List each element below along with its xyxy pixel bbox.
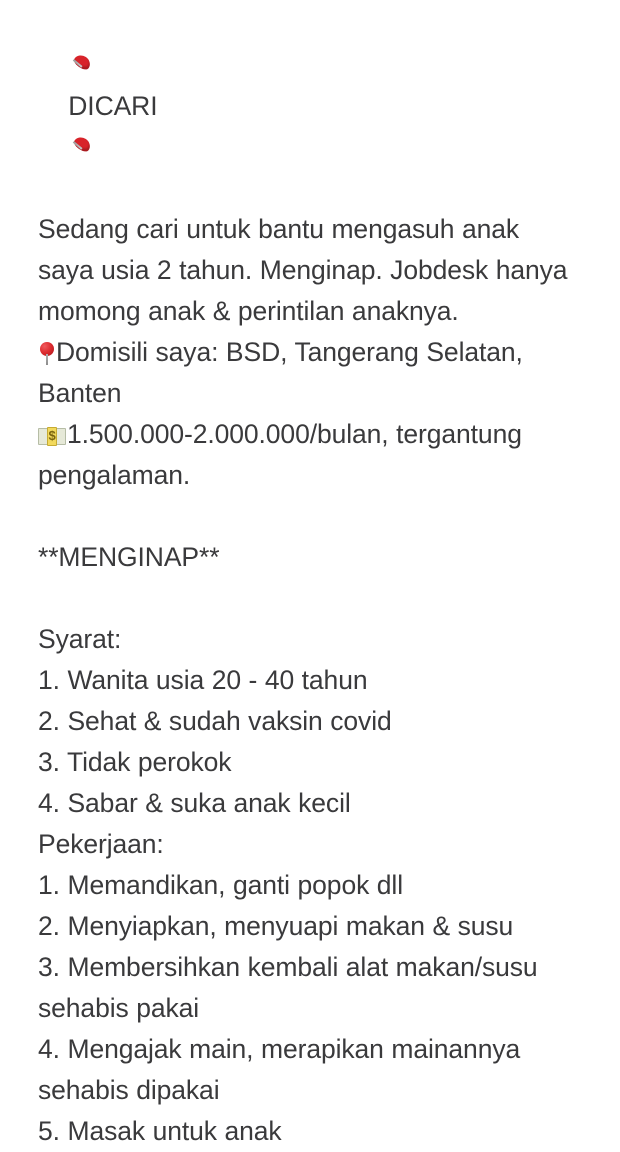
heading-label: DICARI [68, 91, 158, 121]
syarat-item-2: 2. Sehat & sudah vaksin covid [38, 706, 392, 736]
pekerjaan-item-4: 4. Mengajak main, merapikan mainannya sehabis dipakai [38, 1034, 528, 1105]
menginap-emphasis: **MENGINAP** [38, 542, 220, 572]
intro-paragraph: Sedang cari untuk bantu mengasuh anak saya usia 2 tahun. Menginap. Jobdesk hanya momong anak & perintilan anaknya. [38, 214, 576, 326]
blank-line-2 [38, 578, 574, 619]
syarat-item-1: 1. Wanita usia 20 - 40 tahun [38, 665, 368, 695]
syarat-subheading: Syarat: [38, 624, 122, 654]
syarat-item-3: 3. Tidak perokok [38, 747, 232, 777]
pushpin-icon-left [68, 55, 94, 79]
pushpin-icon-right [68, 137, 94, 161]
pekerjaan-subheading: Pekerjaan: [38, 829, 164, 859]
syarat-item-4: 4. Sabar & suka anak kecil [38, 788, 351, 818]
location-paragraph [38, 332, 574, 414]
salary-paragraph [38, 414, 574, 496]
pekerjaan-item-2: 2. Menyiapkan, menyuapi makan & susu [38, 911, 514, 941]
post-heading [38, 4, 574, 209]
pekerjaan-item-1: 1. Memandikan, ganti popok dll [38, 870, 404, 900]
blank-line-1 [38, 496, 574, 537]
banknote-icon: $ [38, 427, 66, 446]
salary-text: 1.500.000-2.000.000/bulan, tergantung pengalaman. [38, 419, 530, 490]
pekerjaan-item-5: 5. Masak untuk anak [38, 1116, 282, 1146]
pekerjaan-item-3: 3. Membersihkan kembali alat makan/susu sehabis pakai [38, 952, 546, 1023]
location-text: Domisili saya: BSD, Tangerang Selatan, Banten [38, 337, 531, 408]
location-pin-icon [38, 342, 56, 366]
